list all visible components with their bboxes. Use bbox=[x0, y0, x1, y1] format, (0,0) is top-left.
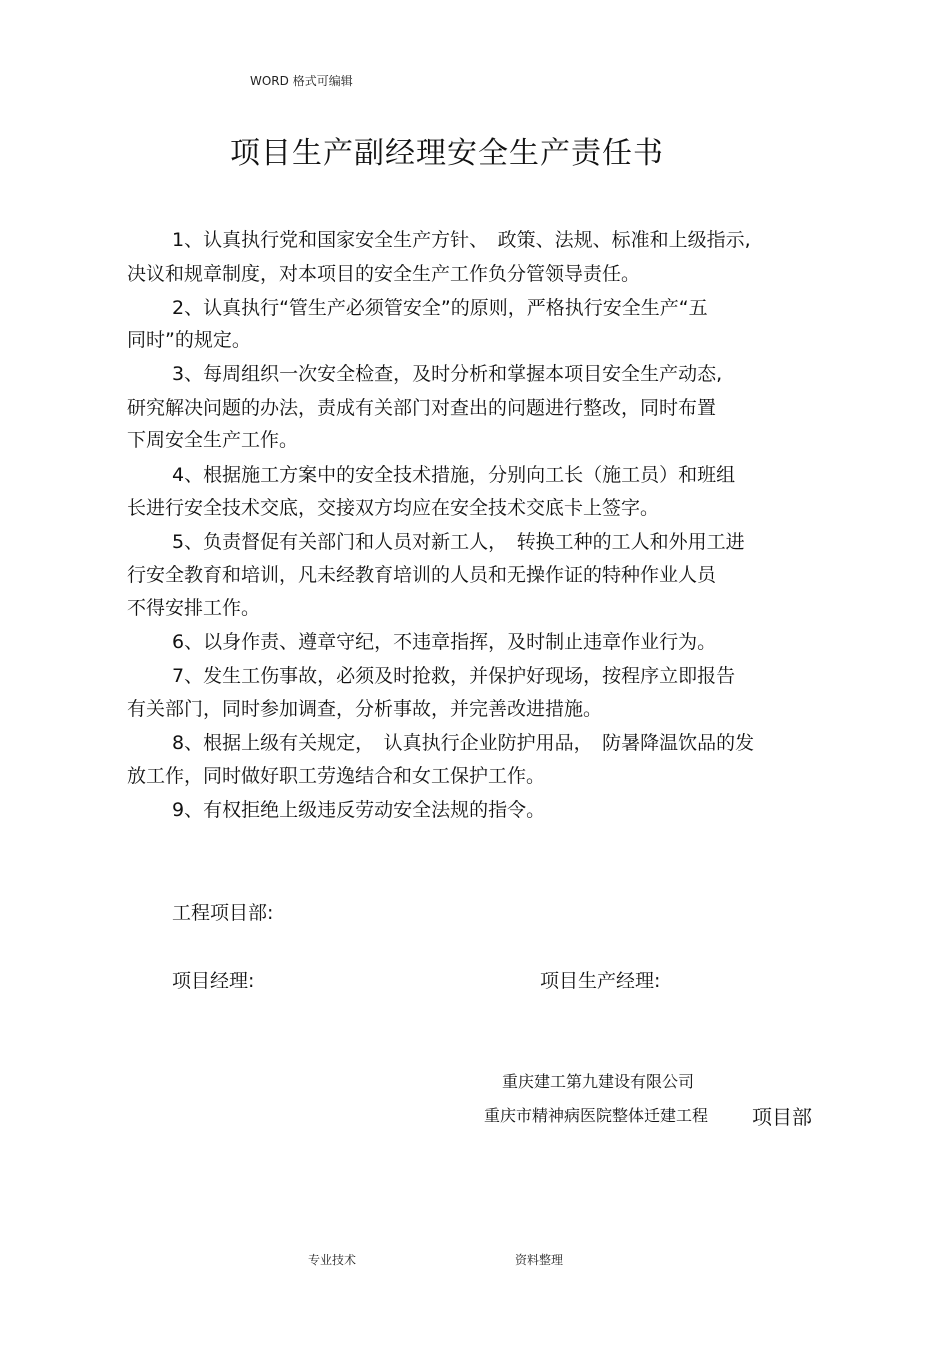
body-line: 研究解决问题的办法，责成有关部门对查出的问题进行整改，同时布置 bbox=[127, 397, 717, 419]
body-line: 行安全教育和培训，凡未经教育培训的人员和无操作证的特种作业人员 bbox=[127, 564, 717, 586]
body-line: 3、每周组织一次安全检查，及时分析和掌握本项目安全生产动态, bbox=[172, 363, 723, 385]
footer-right: 资料整理 bbox=[515, 1253, 564, 1267]
production-manager-label: 项目生产经理: bbox=[540, 970, 661, 992]
body-line: 放工作，同时做好职工劳逸结合和女工保护工作。 bbox=[127, 765, 546, 787]
company-name: 重庆建工第九建设有限公司 bbox=[502, 1072, 695, 1091]
body-line: 长进行安全技术交底，交接双方均应在安全技术交底卡上签字。 bbox=[127, 497, 660, 519]
body-line: 6、以身作责、遵章守纪，不违章指挥，及时制止违章作业行为。 bbox=[172, 631, 717, 653]
body-line: 4、根据施工方案中的安全技术措施，分别向工长（施工员）和班组 bbox=[172, 464, 736, 486]
project-dept: 项目部 bbox=[752, 1105, 812, 1129]
body-line: 8、根据上级有关规定， 认真执行企业防护用品， 防暑降温饮品的发 bbox=[172, 732, 755, 754]
body-line: 5、负责督促有关部门和人员对新工人， 转换工种的工人和外用工进 bbox=[172, 531, 745, 553]
header-note: WORD 格式可编辑 bbox=[250, 74, 353, 88]
body-line: 下周安全生产工作。 bbox=[127, 429, 299, 451]
project-dept-label: 工程项目部: bbox=[172, 902, 274, 924]
body-line: 同时”的规定。 bbox=[127, 329, 251, 351]
body-line: 2、认真执行“管生产必须管安全”的原则，严格执行安全生产“五 bbox=[172, 297, 708, 319]
body-line: 9、有权拒绝上级违反劳动安全法规的指令。 bbox=[172, 799, 546, 821]
body-line: 7、发生工伤事故，必须及时抢救，并保护好现场，按程序立即报告 bbox=[172, 665, 736, 687]
footer-left: 专业技术 bbox=[308, 1253, 357, 1267]
body-line: 不得安排工作。 bbox=[127, 597, 261, 619]
project-manager-label: 项目经理: bbox=[172, 970, 255, 992]
body-line: 有关部门，同时参加调查，分析事故，并完善改进措施。 bbox=[127, 698, 603, 720]
body-line: 1、认真执行党和国家安全生产方针、 政策、法规、标准和上级指示, bbox=[172, 229, 751, 251]
document-title: 项目生产副经理安全生产责任书 bbox=[230, 136, 664, 171]
project-name: 重庆市精神病医院整体迁建工程 bbox=[484, 1106, 709, 1125]
body-line: 决议和规章制度，对本项目的安全生产工作负分管领导责任。 bbox=[127, 263, 641, 285]
